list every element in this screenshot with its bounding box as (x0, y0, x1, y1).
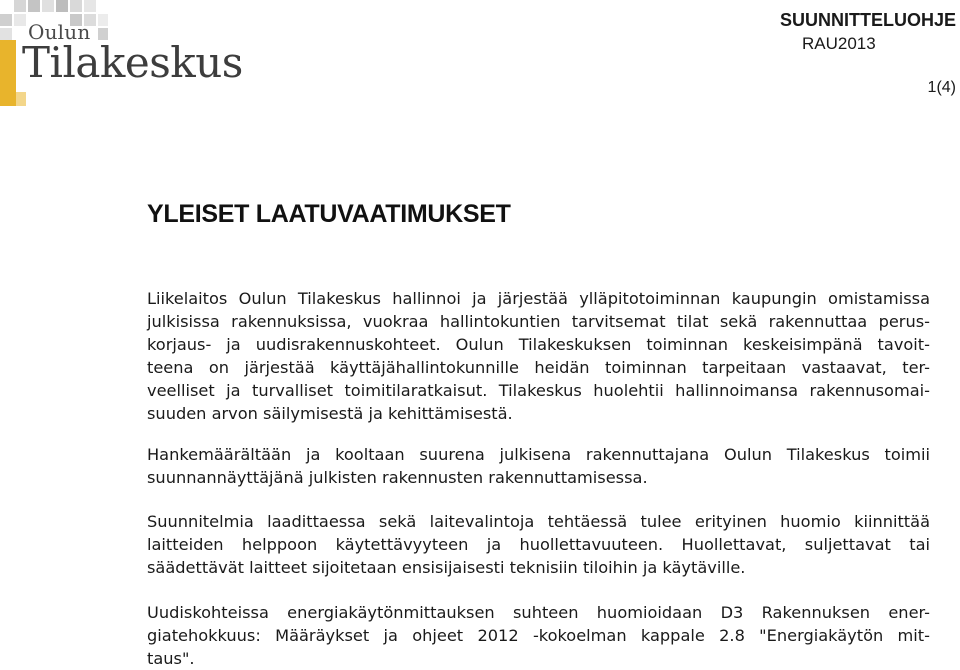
page-number: 1(4) (927, 79, 956, 96)
text-line: teena on järjestää käyttäjähallintokunnille heidän toiminnan tarpeitaan vastaavat, ter- (147, 358, 930, 377)
text-line: Suunnitelmia laadittaessa sekä laitevalintoja tehtäessä tulee erityinen huomio kiinnittää (147, 512, 930, 531)
text-line: giatehokkuus: Määräykset ja ohjeet 2012 -kokoelman kappale 2.8 "Energiakäytön mit- (147, 626, 930, 645)
page-title: YLEISET LAATUVAATIMUKSET (147, 200, 511, 228)
logo-big-text: Tilakeskus (22, 38, 243, 87)
text-line: taus". (147, 649, 195, 668)
text-line: suuden arvon säilymisestä ja kehittämisestä. (147, 404, 513, 423)
text-line: laitteiden helppoon käytettävyyteen ja huollettavuuteen. Huollettavat, suljettavat tai (147, 535, 930, 554)
text-line: Uudiskohteissa energiakäytönmittauksen suhteen huomioidaan D3 Rakennuksen ener- (147, 603, 930, 622)
text-line: Liikelaitos Oulun Tilakeskus hallinnoi ja järjestää ylläpitotoiminnan kaupungin omistamissa (147, 289, 930, 308)
text-line: Hankemäärältään ja kooltaan suurena julkisena rakennuttajana Oulun Tilakeskus toimii (147, 445, 930, 464)
text-line: korjaus- ja uudisrakennuskohteet. Oulun Tilakeskuksen toiminnan keskeisimpänä tavoit- (147, 335, 930, 354)
organization-logo (0, 0, 260, 110)
text-line: säädettävät laitteet sijoitetaan ensisijaisesti teknisiin tiloihin ja käytäville. (147, 558, 746, 577)
paragraph-intro (147, 287, 930, 425)
document-code: RAU2013 (802, 34, 876, 53)
paragraph-builder-role (147, 443, 930, 489)
paragraph-maintainability (147, 510, 930, 579)
text-line: veelliset ja turvalliset toimitilaratkaisut. Tilakeskus huolehtii hallinnoimansa rakennusomai- (147, 381, 930, 400)
text-line: julkisissa rakennuksissa, vuokraa hallintokuntien tarvitsemat tilat sekä rakennuttaa perus- (147, 312, 930, 331)
logo-small-text: Oulun (28, 20, 91, 44)
text-line: suunnannäyttäjänä julkisten rakennusten rakennuttamisessa. (147, 468, 648, 487)
paragraph-energy-metering (147, 601, 930, 670)
document-type: SUUNNITTELUOHJE (779, 10, 956, 30)
